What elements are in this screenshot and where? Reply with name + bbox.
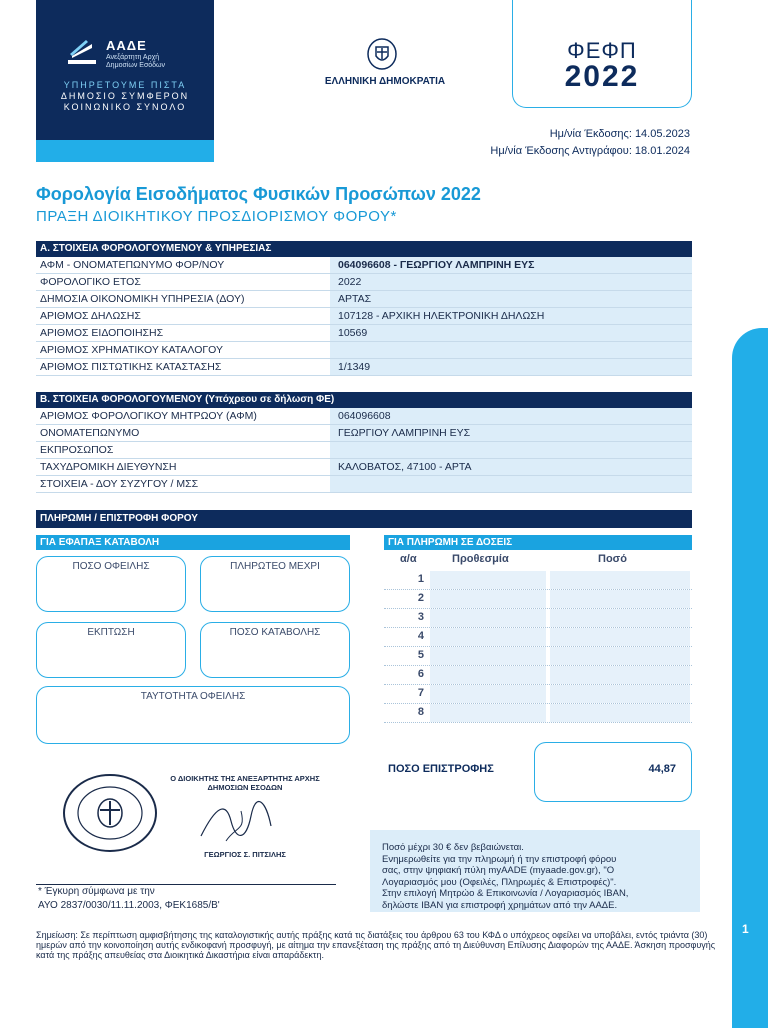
document-subtitle: ΠΡΑΞΗ ΔΙΟΙΚΗΤΙΚΟΥ ΠΡΟΣΔΙΟΡΙΣΜΟΥ ΦΟΡΟΥ* [36,208,397,225]
table-row: ΑΡΙΘΜΟΣ ΠΙΣΤΩΤΙΚΗΣ ΚΑΤΑΣΤΑΣΗΣ 1/1349 [36,359,692,376]
debt-id-box: ΤΑΥΤΟΤΗΤΑ ΟΦΕΙΛΗΣ [36,686,350,744]
republic-label: ΕΛΛΗΝΙΚΗ ΔΗΜΟΚΡΑΤΙΑ [324,76,446,87]
signatory-name: ΓΕΩΡΓΙΟΣ Σ. ΠΙΤΣΙΛΗΣ [204,850,286,859]
pay-until-box: ΠΛΗΡΩΤΕΟ ΜΕΧΡΙ [200,556,350,612]
signature-icon [196,796,276,846]
footnote-divider [36,884,336,885]
installment-col-no: α/α [400,553,417,565]
org-name: ΑΑΔΕ [106,38,147,53]
refund-value: 44,87 [648,763,676,775]
legal-note: Σημείωση: Σε περίπτωση αμφισβήτησης της καταλογιστικής αυτής πράξης κατά τις διατάξεις του άρθρου 63 του ΚΦΔ ο υπόχρεος οφείλει να υποβάλει, εντός τριάντα (30) ημερών από την κοινοποίηση αυτής ενδικοφανή προσφυγή, με αίτημα την επανεξέταση της πράξης από τη Διεύθυνση Επίλυσης Διαφορών της ΑΑΔΕ. Άσκηση προσφυγής κατά της πράξης απευθείας στα Διοικητικά Δικαστήρια είναι απαράδεκτη. [36,930,716,960]
table-row: ΣΤΟΙΧΕΙΑ - ΔΟΥ ΣΥΖΥΓΟΥ / ΜΣΣ [36,476,692,493]
installment-row: 5 [384,647,692,666]
amount-paid-box: ΠΟΣΟ ΚΑΤΑΒΟΛΗΣ [200,622,350,678]
installment-col-deadline: Προθεσμία [452,553,509,565]
table-row: ΑΡΙΘΜΟΣ ΕΙΔΟΠΟΙΗΣΗΣ 10569 [36,325,692,342]
installment-row: 7 [384,685,692,704]
table-row: ΑΡΙΘΜΟΣ ΧΡΗΜΑΤΙΚΟΥ ΚΑΤΑΛΟΓΟΥ [36,342,692,359]
signatory-title: Ο ΔΙΟΙΚΗΤΗΣ ΤΗΣ ΑΝΕΞΑΡΤΗΤΗΣ ΑΡΧΗΣ ΔΗΜΟΣΙΩΝ ΕΣΟΔΩΝ [170,774,320,792]
installment-col-amount: Ποσό [598,553,627,565]
table-row: ΔΗΜΟΣΙΑ ΟΙΚΟΝΟΜΙΚΗ ΥΠΗΡΕΣΙΑ (ΔΟΥ) ΑΡΤΑΣ [36,291,692,308]
table-row: ΑΡΙΘΜΟΣ ΔΗΛΩΣΗΣ 107128 - ΑΡΧΙΚΗ ΗΛΕΚΤΡΟΝΙΚΗ ΔΗΛΩΣΗ [36,308,692,325]
table-row: ΟΝΟΜΑΤΕΠΩΝΥΜΟ ΓΕΩΡΓΙΟΥ ΛΑΜΠΡΙΝΗ ΕΥΣ [36,425,692,442]
form-year: 2022 [564,60,640,93]
installment-row: 2 [384,590,692,609]
table-row: ΑΦΜ - ΟΝΟΜΑΤΕΠΩΝΥΜΟ ΦΟΡ/ΝΟΥ 064096608 - ΓΕΩΡΓΙΟΥ ΛΑΜΠΡΙΝΗ ΕΥΣ [36,257,692,274]
form-code: ΦΕΦΠ [567,38,637,63]
installment-row: 3 [384,609,692,628]
installments-heading: ΓΙΑ ΠΛΗΡΩΜΗ ΣΕ ΔΟΣΕΙΣ [384,535,692,550]
table-row: ΦΟΡΟΛΟΓΙΚΟ ΕΤΟΣ 2022 [36,274,692,291]
installment-row: 6 [384,666,692,685]
installment-row: 8 [384,704,692,723]
org-subtitle: Ανεξάρτητη Αρχή Δημοσίων Εσόδων [106,54,166,69]
amount-due-box: ΠΟΣΟ ΟΦΕΙΛΗΣ [36,556,186,612]
footnote-line-1: * Έγκυρη σύμφωνα με την [38,886,155,897]
greek-emblem-icon [367,38,397,70]
issue-date: Ημ/νία Έκδοσης: 14.05.2023 [549,128,690,140]
table-row: ΤΑΧΥΔΡΟΜΙΚΗ ΔΙΕΥΘΥΝΣΗ ΚΑΛΟΒΑΤΟΣ, 47100 - ΑΡΤΑ [36,459,692,476]
discount-box: ΕΚΠΤΩΣΗ [36,622,186,678]
aade-logo-icon [66,36,98,68]
table-row: ΕΚΠΡΟΣΩΠΟΣ [36,442,692,459]
refund-label: ΠΟΣΟ ΕΠΙΣΤΡΟΦΗΣ [388,763,494,775]
page-number: 1 [742,922,749,936]
section-a-heading: Α. ΣΤΟΙΧΕΙΑ ΦΟΡΟΛΟΓΟΥΜΕΝΟΥ & ΥΠΗΡΕΣΙΑΣ [36,241,692,257]
copy-date: Ημ/νία Έκδοσης Αντιγράφου: 18.01.2024 [490,145,690,157]
page-side-tab [732,328,768,1028]
footnote-line-2: ΑΥΟ 2837/0030/11.11.2003, ΦΕΚ1685/Β' [38,900,220,911]
installment-row: 4 [384,628,692,647]
document-title: Φορολογία Εισοδήματος Φυσικών Προσώπων 2022 [36,184,481,204]
lump-sum-heading: ΓΙΑ ΕΦΑΠΑΞ ΚΑΤΑΒΟΛΗ [36,535,350,550]
motto: ΥΠΗΡΕΤΟΥΜΕ ΠΙΣΤΑ ΔΗΜΟΣΙΟ ΣΥΜΦΕΡΟΝ ΚΟΙΝΩΝΙΚΟ ΣΥΝΟΛΟ [60,80,190,112]
payment-heading: ΠΛΗΡΩΜΗ / ΕΠΙΣΤΡΟΦΗ ΦΟΡΟΥ [36,510,692,528]
info-box: Ποσό μέχρι 30 € δεν βεβαιώνεται. Ενημερωθείτε για την πληρωμή ή την επιστροφή φόρου σας, στην ψηφιακή πύλη myAADE (myaade.gov.gr), "Ο Λογαριασμός μου (Οφειλές, Πληρωμές & Επιστροφές)". Στην επιλογή Μητρώο & Επικοινωνία / Λογαριασμός IBAN, δηλώστε IBAN για επιστροφή χρημάτων από την ΑΑΔΕ. [370,830,700,912]
section-b-heading: Β. ΣΤΟΙΧΕΙΑ ΦΟΡΟΛΟΓΟΥΜΕΝΟΥ (Υπόχρεου σε δήλωση ΦΕ) [36,392,692,408]
installment-row: 1 [384,571,692,590]
table-row: ΑΡΙΘΜΟΣ ΦΟΡΟΛΟΓΙΚΟΥ ΜΗΤΡΩΟΥ (ΑΦΜ) 064096608 [36,408,692,425]
